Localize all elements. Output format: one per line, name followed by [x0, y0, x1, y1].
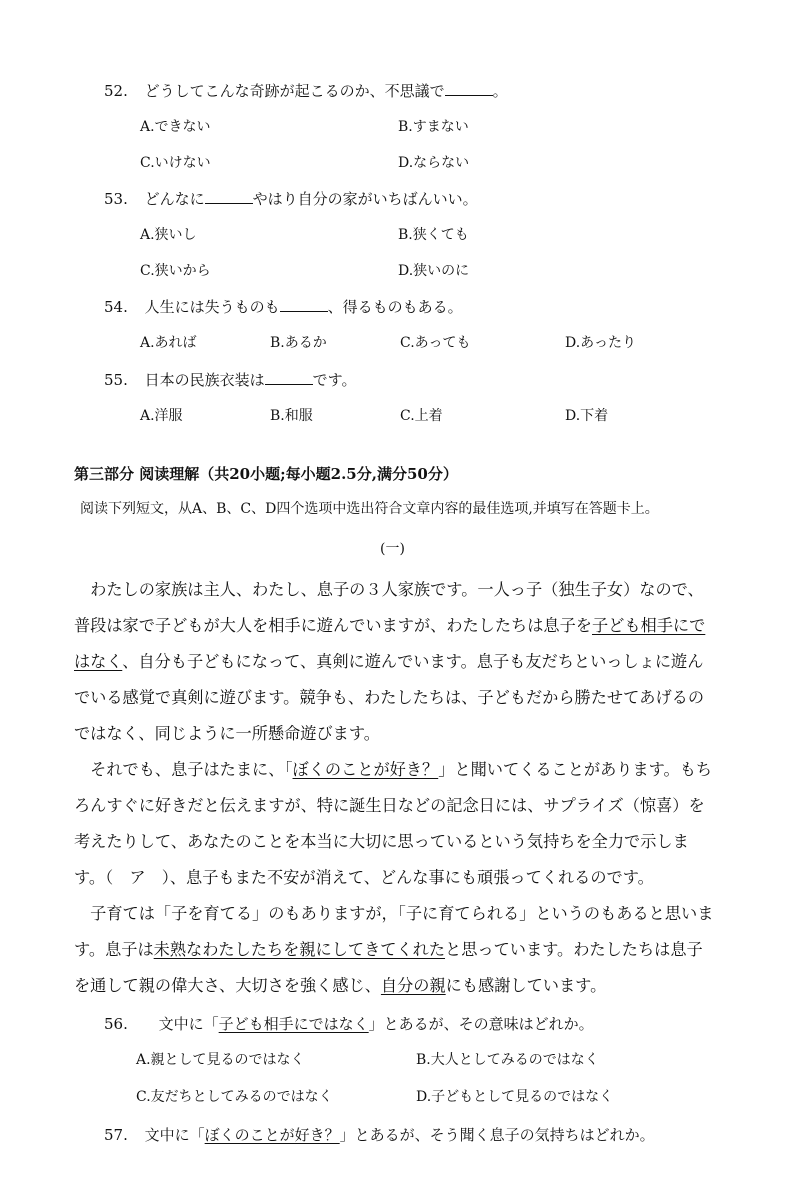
- option-54-a: A.あれば: [140, 335, 197, 351]
- question-number: 53.: [104, 190, 128, 208]
- question-text: どんなに: [144, 190, 205, 208]
- question-text-end: です。: [312, 371, 357, 389]
- question-number: 56.: [104, 1015, 128, 1033]
- option-56-a: A.親として見るのではなく: [136, 1052, 305, 1068]
- question-text-end: やはり自分の家がいちばんいい。: [252, 190, 478, 208]
- passage-line: す。（ ア ）、息子もまた不安が消えて、どんな事にも頑張ってくれるのです。: [74, 868, 654, 887]
- option-53-d: D.狭いのに: [398, 263, 470, 279]
- option-52-d: D.ならない: [398, 155, 470, 171]
- passage-line: はなく、自分も子どもになって、真剣に遊んでいます。息子も友だちといっしょに遊ん: [74, 652, 704, 671]
- option-56-b: B.大人としてみるのではなく: [416, 1052, 599, 1068]
- question-text: 日本の民族衣装は: [144, 371, 265, 389]
- answer-blank: [445, 80, 493, 96]
- underlined-phrase: 子ども相手にではなく: [218, 1015, 369, 1033]
- underlined-phrase: ぼくのことが好き？: [292, 760, 439, 779]
- option-55-c: C.上着: [400, 408, 443, 424]
- passage-line: を通して親の偉大さ、大切さを強く感じ、自分の親にも感謝しています。: [74, 976, 607, 995]
- question-text-end: 、得るものもある。: [327, 298, 463, 316]
- option-52-a: A.できない: [140, 119, 211, 135]
- underlined-phrase: 子ども相手にで: [592, 616, 706, 635]
- option-52-c: C.いけない: [140, 155, 211, 171]
- question-52: [104, 80, 508, 101]
- question-text: どうしてこんな奇跡が起こるのか、不思議で: [144, 82, 445, 100]
- passage-line: わたしの家族は主人、わたし、息子の３人家族です。一人っ子（独生子女）なので、: [74, 580, 704, 599]
- section-title: 第三部分 阅读理解（共20小题;每小题2.5分,满分50分）: [74, 465, 458, 483]
- option-54-b: B.あるか: [270, 335, 327, 351]
- question-55: [104, 369, 356, 390]
- section-instruction: 阅读下列短文，从A、B、C、D四个选项中选出符合文章内容的最佳选项,并填写在答题卡上。: [80, 501, 659, 517]
- passage-line: 考えたりして、あなたのことを本当に大切に思っているという気持ちを全力で示しま: [74, 832, 689, 851]
- option-55-d: D.下着: [565, 408, 609, 424]
- option-56-d: D.子どもとして見るのではなく: [416, 1089, 614, 1105]
- option-55-a: A.洋服: [140, 408, 183, 424]
- option-53-b: B.狭くても: [398, 227, 469, 243]
- question-53: [104, 188, 478, 209]
- answer-blank: [280, 296, 328, 312]
- question-text-end: 。: [492, 82, 508, 100]
- option-53-a: A.狭いし: [140, 227, 197, 243]
- question-text: 人生には失うものも: [144, 298, 280, 316]
- option-54-d: D.あったり: [565, 335, 637, 351]
- passage-title: (一): [380, 541, 405, 557]
- option-53-c: C.狭いから: [140, 263, 211, 279]
- question-number: 57.: [104, 1126, 128, 1144]
- question-number: 54.: [104, 298, 128, 316]
- passage-line: す。息子は未熟なわたしたちを親にしてきてくれたと思っています。わたしたちは息子: [74, 940, 703, 959]
- option-52-b: B.すまない: [398, 119, 469, 135]
- question-57: 57. 文中に「ぼくのことが好き？」とあるが、そう聞く息子の気持ちはどれか。: [104, 1126, 655, 1144]
- passage-line: ではなく、同じように一所懸命遊びます。: [74, 724, 380, 743]
- passage-line: ろんすぐに好きだと伝えますが、特に誕生日などの記念日には、サプライズ（惊喜）を: [74, 796, 705, 815]
- underlined-phrase: 未熟なわたしたちを親にしてきてくれた: [153, 940, 446, 959]
- question-number: 55.: [104, 371, 128, 389]
- underlined-phrase: ぼくのことが好き？: [204, 1126, 340, 1144]
- option-54-c: C.あっても: [400, 335, 471, 351]
- option-55-b: B.和服: [270, 408, 313, 424]
- option-56-c: C.友だちとしてみるのではなく: [136, 1089, 333, 1105]
- question-56: 56. 文中に「子ども相手にではなく」とあるが、その意味はどれか。: [104, 1015, 594, 1033]
- underlined-phrase: 自分の親: [380, 976, 446, 995]
- passage-line: 子育ては「子を育てる」のもありますが，「子に育てられる」というのもあると思いま: [74, 904, 714, 923]
- passage-line: それでも、息子はたまに、「ぼくのことが好き？」と聞いてくることがあります。もち: [74, 760, 713, 779]
- answer-blank: [265, 369, 313, 385]
- answer-blank: [205, 188, 253, 204]
- question-number: 52.: [104, 82, 128, 100]
- question-54: [104, 296, 463, 317]
- passage-line: 普段は家で子どもが大人を相手に遊んでいますが、わたしたちは息子を子ども相手にで: [74, 616, 706, 635]
- passage-line: でいる感覚で真剣に遊びます。競争も、わたしたちは、子どもだから勝たせてあげるの: [74, 688, 705, 707]
- underlined-phrase: はなく: [74, 652, 123, 671]
